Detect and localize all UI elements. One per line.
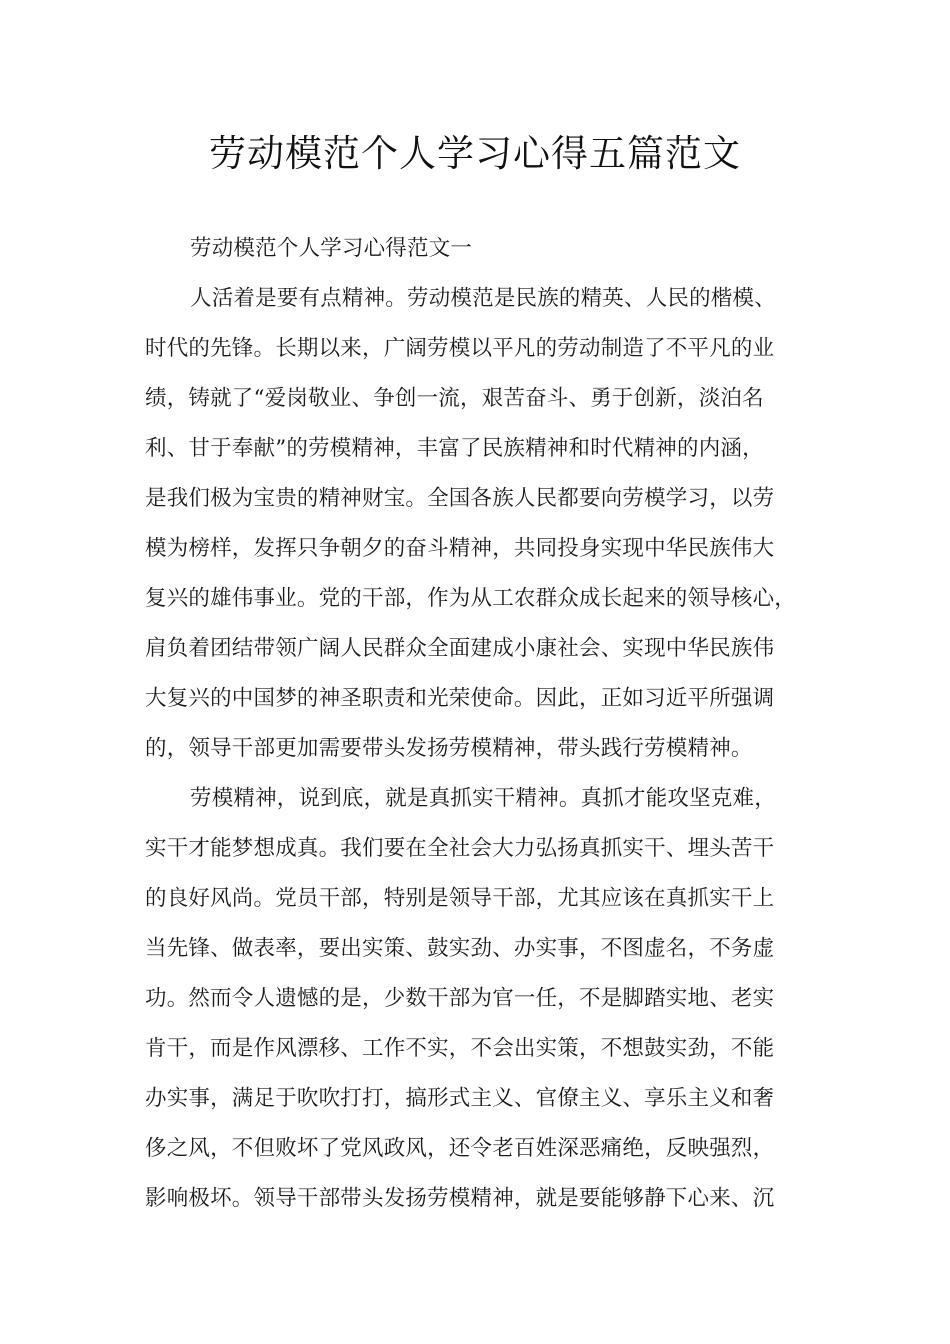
text-line: 侈之风，不但败坏了党风政风，还令老百姓深恶痛绝，反映强烈， <box>145 1136 775 1161</box>
document-title: 劳动模范个人学习心得五篇范文 <box>209 132 741 175</box>
text-line: 实干才能梦想成真。我们要在全社会大力弘扬真抓实干、埋头苦干 <box>145 836 775 861</box>
text-line: 的良好风尚。党员干部，特别是领导干部，尤其应该在真抓实干上 <box>145 886 775 911</box>
text-line: 是我们极为宝贵的精神财宝。全国各族人民都要向劳模学习，以劳 <box>145 486 775 511</box>
text-line: 绩，铸就了“爱岗敬业、争创一流，艰苦奋斗、勇于创新，淡泊名 <box>145 386 764 411</box>
text-line: 肩负着团结带领广阔人民群众全面建成小康社会、实现中华民族伟 <box>145 636 775 661</box>
text-line: 办实事，满足于吹吹打打，搞形式主义、官僚主义、享乐主义和奢 <box>145 1086 775 1111</box>
text-line: 模为榜样，发挥只争朝夕的奋斗精神，共同投身实现中华民族伟大 <box>145 536 775 561</box>
text-line: 的，领导干部更加需要带头发扬劳模精神，带头践行劳模精神。 <box>145 736 753 761</box>
text-line: 劳模精神，说到底，就是真抓实干精神。真抓才能攻坚克难， <box>190 786 776 811</box>
text-line: 肯干，而是作风漂移、工作不实，不会出实策，不想鼓实劲，不能 <box>145 1036 775 1061</box>
section-heading: 劳动模范个人学习心得范文一 <box>190 236 473 261</box>
text-line: 复兴的雄伟事业。党的干部，作为从工农群众成长起来的领导核心， <box>145 586 797 611</box>
text-line: 大复兴的中国梦的神圣职责和光荣使命。因此，正如习近平所强调 <box>145 686 775 711</box>
text-line: 影响极坏。领导干部带头发扬劳模精神，就是要能够静下心来、沉 <box>145 1186 775 1211</box>
text-line: 功。然而令人遗憾的是，少数干部为官一任，不是脚踏实地、老实 <box>145 986 775 1011</box>
text-line: 人活着是要有点精神。劳动模范是民族的精英、人民的楷模、 <box>190 286 776 311</box>
text-line: 当先锋、做表率，要出实策、鼓实劲、办实事，不图虚名，不务虚 <box>145 936 775 961</box>
document-body <box>145 224 825 1224</box>
text-line: 时代的先锋。长期以来，广阔劳模以平凡的劳动制造了不平凡的业 <box>145 336 775 361</box>
text-line: 利、甘于奉献”的劳模精神，丰富了民族精神和时代精神的内涵， <box>145 436 764 461</box>
